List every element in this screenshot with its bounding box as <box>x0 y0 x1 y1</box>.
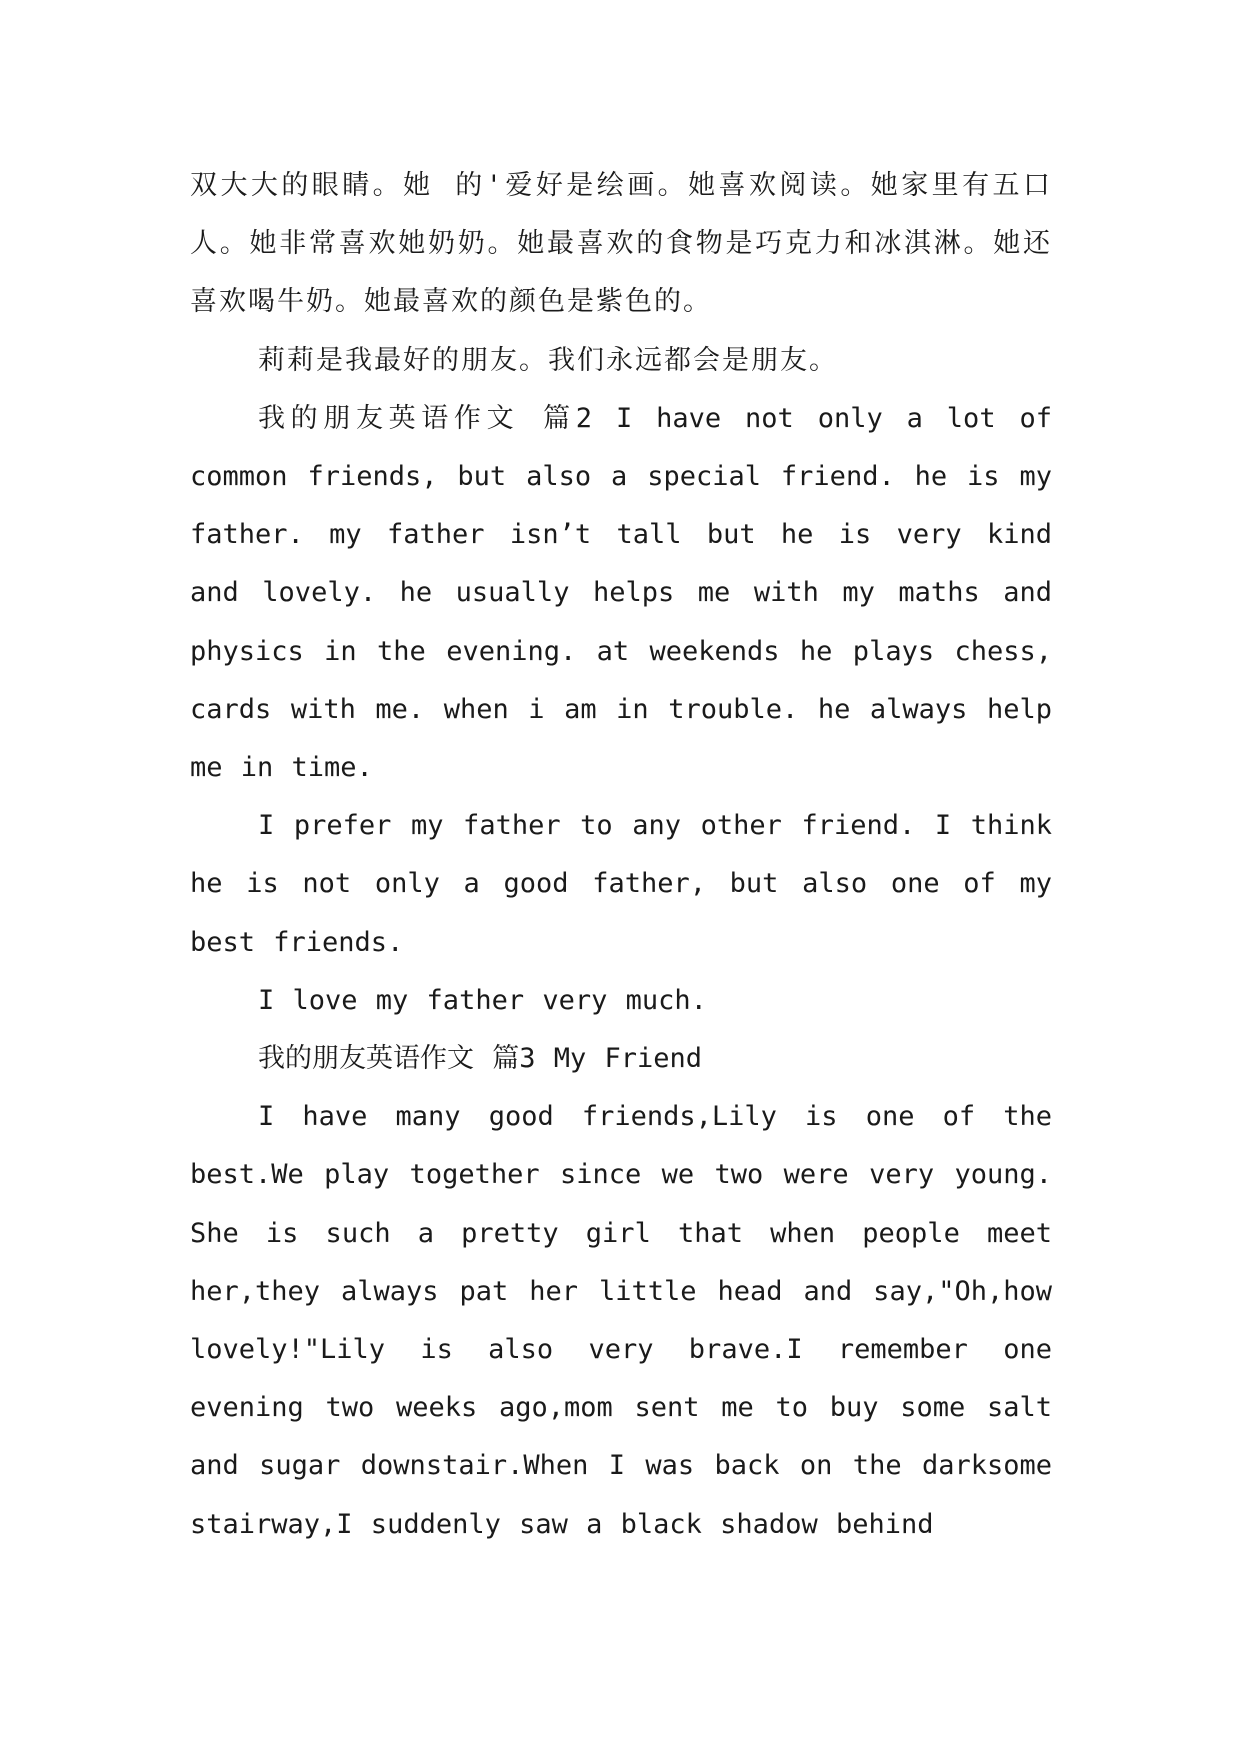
paragraph-love-father: I love my father very much. <box>258 984 707 1016</box>
paragraph-prefer-father: I prefer my father to any other friend. I think he is not only a good father, but also one of my best friends. <box>190 810 1052 958</box>
document-body <box>190 157 1052 1554</box>
paragraph-essay-2-intro: 我的朋友英语作文 篇2 I have not only a lot of common friends, but also a special friend. he is my father. my father isn’t tall but he is very kind and lovely. he usually helps me with my maths and physics in the evening. at weekends he plays chess, cards with me. when i am in trouble. he always help me in time. <box>190 402 1052 784</box>
paragraph-essay-3-body: I have many good friends,Lily is one of the best.We play together since we two were very young. She is such a pretty girl that when people meet her,they always pat her little head and say,"Oh,how lovely!"Lily is also very brave.I remember one evening two weeks ago,mom sent me to buy some salt and sugar downstair.When I was back on the darksome stairway,I suddenly saw a black shadow behind <box>190 1101 1052 1540</box>
essay-3-heading: 我的朋友英语作文 篇3 My Friend <box>258 1043 703 1075</box>
paragraph-lily-description: 双大大的眼睛。她 的'爱好是绘画。她喜欢阅读。她家里有五口人。她非常喜欢她奶奶。她最喜欢的食物是巧克力和冰淇淋。她还喜欢喝牛奶。她最喜欢的颜色是紫色的。 <box>190 170 1052 318</box>
paragraph-lily-best-friend: 莉莉是我最好的朋友。我们永远都会是朋友。 <box>258 344 838 376</box>
